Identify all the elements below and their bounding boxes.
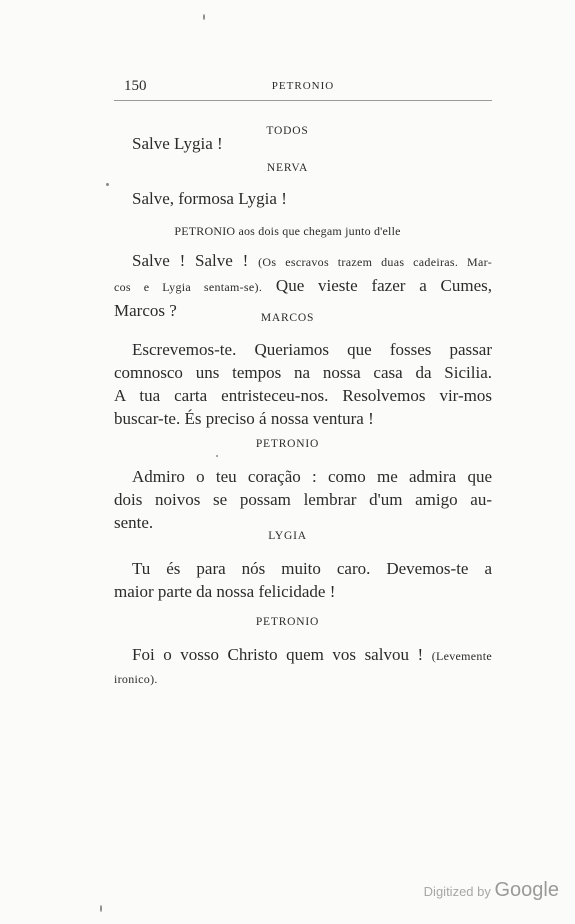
speaker-petronio-1: PETRONIO aos dois que chegam junto d'elle <box>174 224 401 238</box>
speech-line: A tua carta entristeceu-nos. Resolvemos vir-mos <box>114 386 492 405</box>
watermark-prefix: Digitized by <box>423 884 491 899</box>
google-watermark <box>424 879 559 902</box>
page-number: 150 <box>124 78 147 94</box>
stage-direction: (Os escravos trazem duas cadeiras. Mar- <box>258 255 492 269</box>
page-header <box>114 78 492 94</box>
watermark-brand: Google <box>494 879 559 901</box>
speech-petronio-2 <box>114 465 492 534</box>
speech-line: ironico). <box>114 672 158 686</box>
header-rule <box>114 100 492 101</box>
speaker-petronio-2: PETRONIO <box>255 438 320 450</box>
speech-line: Marcos ? <box>114 301 177 320</box>
scan-speck <box>106 183 109 186</box>
speaker-petronio-3: PETRONIO <box>255 616 320 628</box>
speech-line: maior parte da nossa felicidade ! <box>114 582 336 601</box>
speech-petronio-3 <box>114 643 492 691</box>
running-title: PETRONIO <box>271 80 335 92</box>
speaker-nerva: NERVA <box>266 162 309 174</box>
speech-line: comnosco uns tempos na nossa casa da Sicilia. <box>114 363 492 382</box>
speech-line <box>114 249 492 274</box>
speech-line: Escrevemos-te. Queriamos que fosses passar <box>132 340 492 359</box>
speech-fragment: Foi o vosso Christo quem vos salvou ! <box>132 645 432 664</box>
speech-marcos <box>114 338 492 430</box>
speech-fragment: Salve ! Salve ! <box>132 251 259 270</box>
speech-line <box>114 643 492 668</box>
speech-nerva: Salve, formosa Lygia ! <box>132 189 287 208</box>
scan-speck <box>100 905 102 912</box>
speech-line: dois noivos se possam lembrar d'um amigo au- <box>114 490 492 509</box>
scan-speck <box>216 455 218 457</box>
speech-fragment: Que vieste fazer a Cumes, <box>262 276 493 295</box>
speech-line: buscar-te. És preciso á nossa ventura ! <box>114 409 374 428</box>
speech-line: Tu és para nós muito caro. Devemos-te a <box>132 559 492 578</box>
speech-line: sente. <box>114 513 154 532</box>
stage-direction: (Levemente <box>431 649 492 663</box>
speaker-marcos: MARCOS <box>260 312 315 324</box>
speaker-todos: TODOS <box>266 125 309 137</box>
speech-line <box>114 274 492 299</box>
speech-todos: Salve Lygia ! <box>132 134 223 153</box>
speech-lygia <box>114 557 492 603</box>
scan-speck <box>203 14 205 20</box>
stage-direction: cos e Lygia sentam-se). <box>114 280 263 294</box>
speaker-lygia: LYGIA <box>268 530 307 542</box>
speech-line: Admiro o teu coração : como me admira que <box>132 467 492 486</box>
